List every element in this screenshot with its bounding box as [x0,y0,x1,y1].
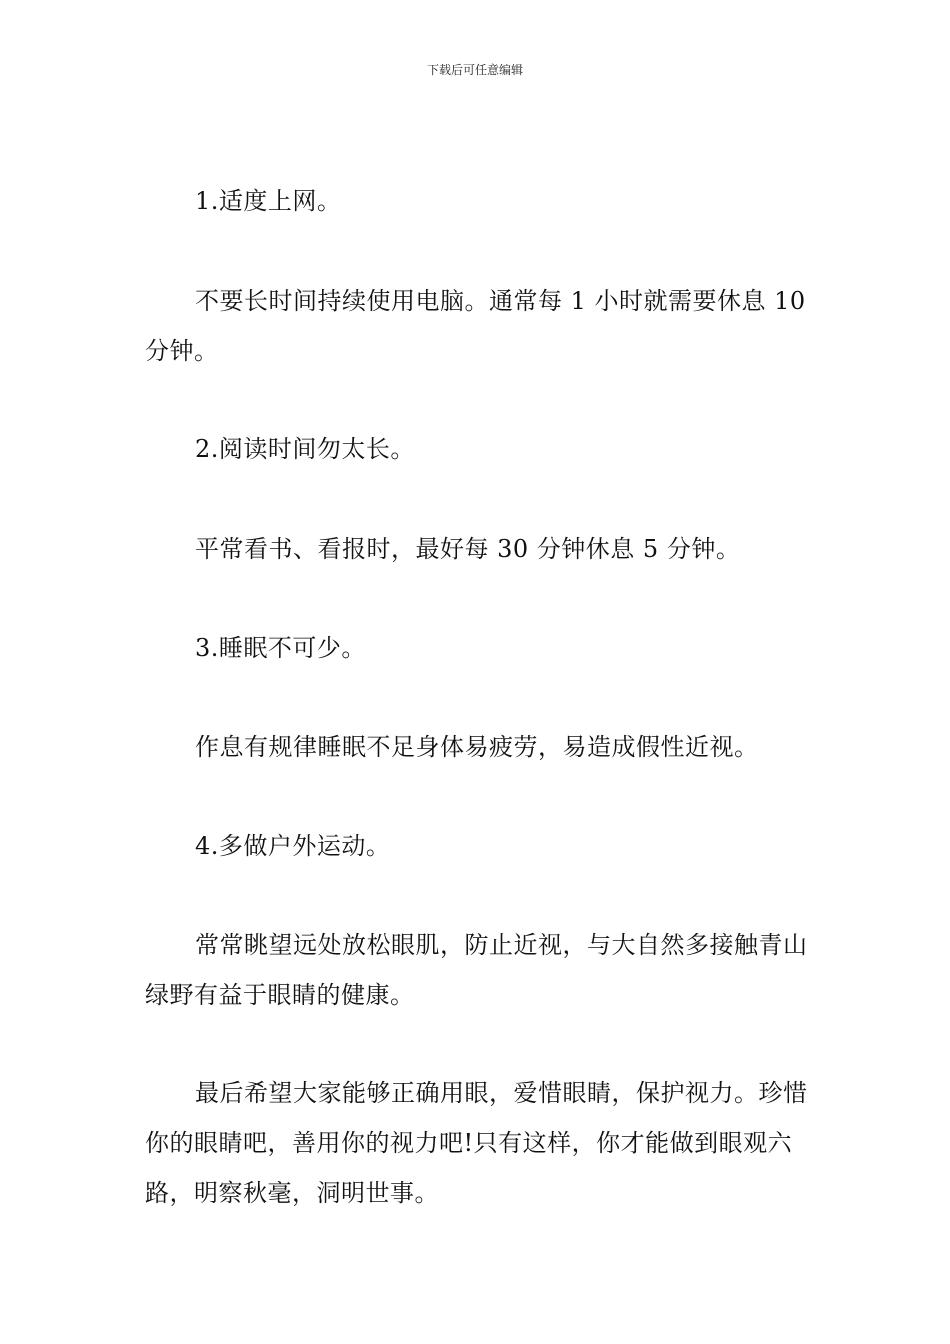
paragraph-heading-3: 3.睡眠不可少。 [195,634,366,662]
paragraph-heading-2: 2.阅读时间勿太长。 [195,435,415,463]
paragraph-heading-1: 1.适度上网。 [195,187,342,215]
paragraph-body-4: 常常眺望远处放松眼肌，防止近视，与大自然多接触青山绿野有益于眼睛的健康。 [145,931,808,1009]
paragraph-body-2: 平常看书、看报时，最好每 30 分钟休息 5 分钟。 [195,535,741,563]
paragraph-body-1: 不要长时间持续使用电脑。通常每 1 小时就需要休息 10 分钟。 [145,287,806,365]
paragraph-conclusion: 最后希望大家能够正确用眼，爱惜眼睛，保护视力。珍惜你的眼睛吧，善用你的视力吧!只有这样，你才能做到眼观六路，明察秋毫，洞明世事。 [145,1079,808,1207]
page-header: 下载后可任意编辑 [426,63,523,77]
paragraph-body-3: 作息有规律睡眠不足身体易疲劳，易造成假性近视。 [195,733,759,761]
paragraph-heading-4: 4.多做户外运动。 [195,832,391,860]
